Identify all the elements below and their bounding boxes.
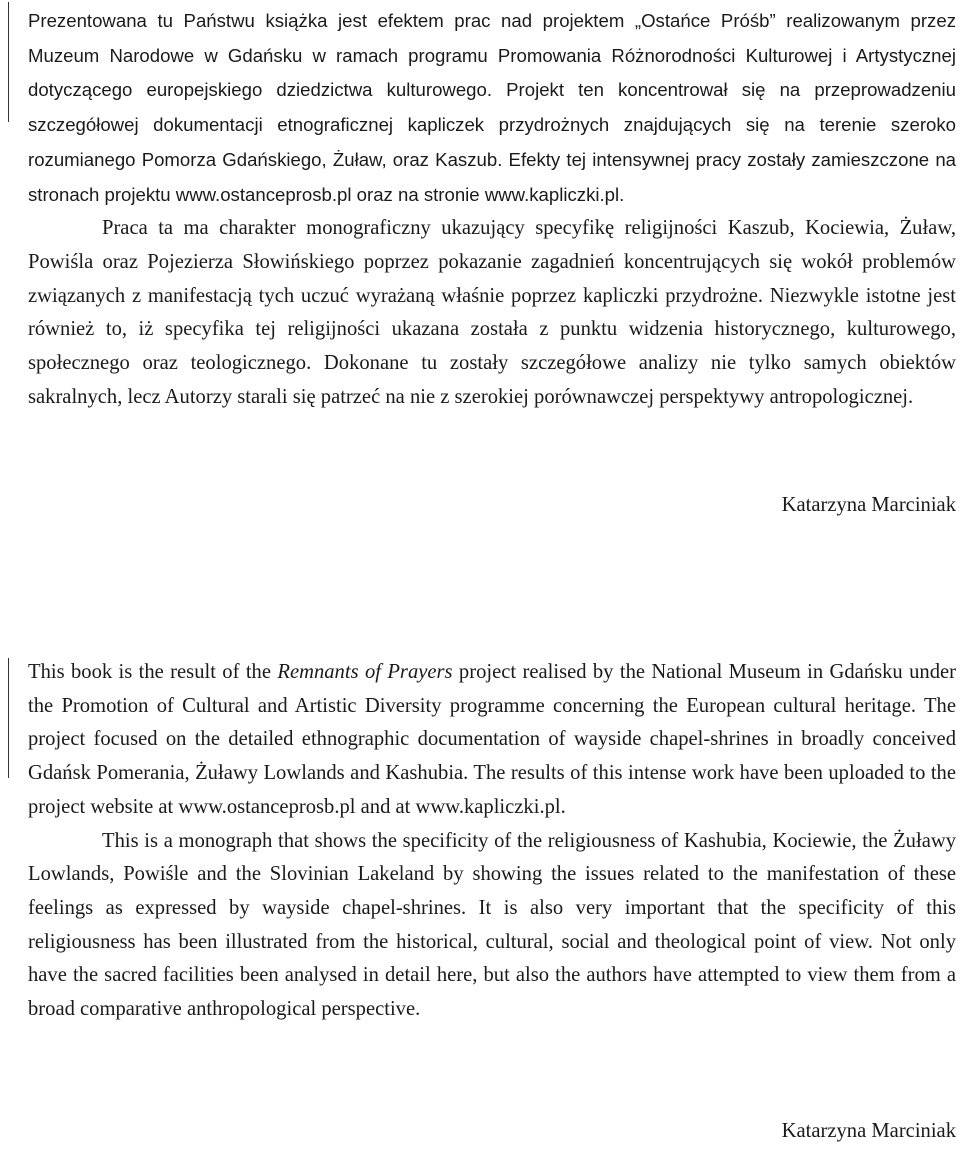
- polish-paragraph-1-text: Prezentowana tu Państwu książka jest efektem prac nad projektem „Ostańce Próśb” realizowanym przez Muzeum Narodowe w Gdańsku w ramach programu Promowania Różnorodności Kulturowej i Artystycznej dotyczącego europejskiego dziedzictwa kulturowego. Projekt ten koncentrował się na przeprowadzeniu szczegółowej dokumentacji etnograficznej kapliczek przydrożnych znajdujących się na terenie szeroko rozumianego Pomorza Gdańskiego, Żuław, oraz Kaszub. Efekty tej intensywnej pracy zostały zamieszczone na stronach projektu www.ostanceprosb.pl oraz na stronie www.kapliczki.pl.: [28, 10, 956, 205]
- change-bar-english: [8, 658, 9, 778]
- english-paragraph-1-rest: project realised by the National Museum in Gdańsku under the Promotion of Cultural and Artistic Diversity programme concerning the European cultural heritage. The project focused on the detailed ethnographic documentation of wayside chapel-shrines in broadly conceived Gdańsk Pomerania, Żuławy Lowlands and Kashubia. The results of this intense work have been uploaded to the project website at www.ostanceprosb.pl and at www.kapliczki.pl.: [28, 661, 956, 818]
- english-paragraph-1-start: This book is the result of the: [28, 661, 278, 683]
- polish-signature: Katarzyna Marciniak: [781, 494, 956, 516]
- english-signature: Katarzyna Marciniak: [781, 1120, 956, 1142]
- polish-paragraph-2: Praca ta ma charakter monograficzny ukazujący specyfikę religijności Kaszub, Kociewia, Żuław, Powiśla oraz Pojezierza Słowińskiego poprzez pokazanie zagadnień koncentrujących się wokół problemów związanych z manifestacją tych uczuć wyrażaną właśnie poprzez kapliczki przydrożne. Niezwykle istotne jest również to, iż specyfika tej religijności ukazana została z punktu widzenia historycznego, kulturowego, społecznego oraz teologicznego. Dokonane tu zostały szczegółowe analizy nie tylko samych obiektów sakralnych, lecz Autorzy starali się patrzeć na nie z szerokiej porównawczej perspektywy antropologicznej.: [28, 217, 956, 408]
- english-paragraph-1: [28, 656, 956, 825]
- project-title-italic: Remnants of Prayers: [277, 661, 453, 683]
- english-paragraph-2: This is a monograph that shows the specificity of the religiousness of Kashubia, Kociewie, the Żuławy Lowlands, Powiśle and the Slovinian Lakeland by showing the issues related to the manifestation of these feelings as expressed by wayside chapel-shrines. It is also very important that the specificity of this religiousness has been illustrated from the historical, cultural, social and theological point of view. Not only have the sacred facilities been analysed in detail here, but also the authors have attempted to view them from a broad comparative anthropological perspective.: [28, 829, 956, 1021]
- polish-section: [28, 4, 956, 414]
- change-bar-polish: [8, 2, 9, 122]
- polish-paragraph-1: [28, 4, 956, 212]
- english-section: [28, 656, 956, 1027]
